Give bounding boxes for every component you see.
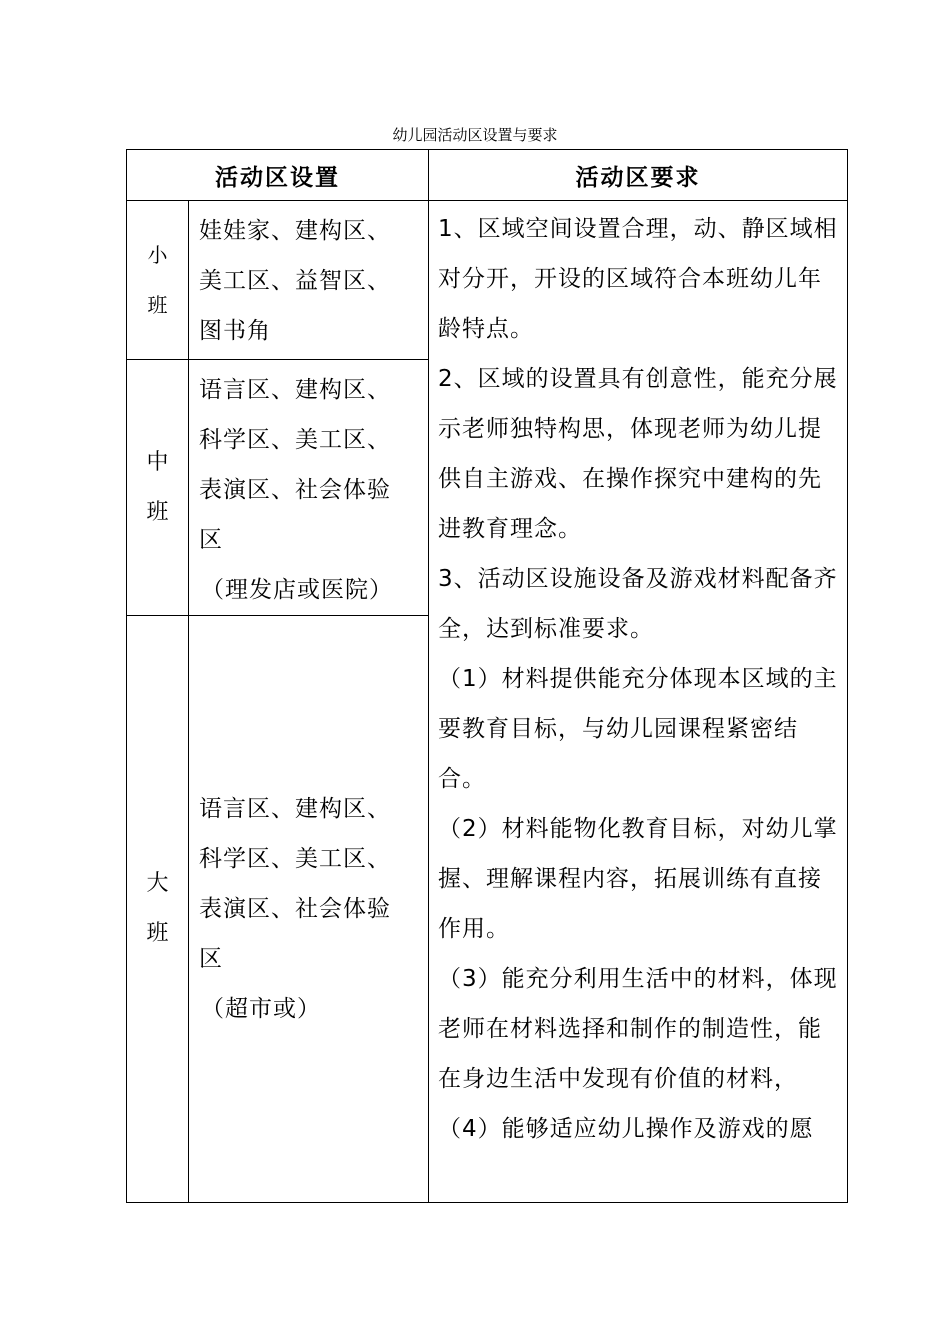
area-line: 娃娃家、建构区、 — [199, 218, 391, 244]
table-row — [127, 201, 848, 360]
table-header-row — [127, 150, 848, 201]
requirement-item: （2）材料能物化教育目标，对幼儿掌握、理解课程内容，拓展训练有直接作用。 — [438, 816, 838, 942]
requirement-item: 1、区域空间设置合理，动、静区域相对分开，开设的区域符合本班幼儿年龄特点。 — [438, 216, 838, 342]
class-name-char: 班 — [146, 499, 169, 525]
class-name-large — [127, 616, 189, 1203]
class-name-char: 班 — [147, 293, 168, 317]
areas-small — [189, 201, 429, 360]
areas-middle — [189, 360, 429, 616]
requirement-item: 2、区域的设置具有创意性，能充分展示老师独特构思，体现老师为幼儿提供自主游戏、在操作探究中建构的先进教育理念。 — [438, 366, 838, 542]
area-note: （理发店或医院） — [201, 577, 393, 603]
area-line: 语言区、建构区、 — [199, 377, 391, 403]
requirement-item: 3、活动区设施设备及游戏材料配备齐全，达到标准要求。 — [438, 566, 838, 642]
class-name-small — [127, 201, 189, 360]
area-line: 图书角 — [199, 318, 271, 344]
area-line: 科学区、美工区、 — [199, 427, 391, 453]
class-name-char: 大 — [146, 871, 169, 896]
class-name-char: 小 — [147, 243, 168, 267]
class-name-middle — [127, 360, 189, 616]
area-line: 科学区、美工区、 — [199, 846, 391, 872]
areas-large — [189, 616, 429, 1203]
requirement-item: （1）材料提供能充分体现本区域的主要教育目标，与幼儿园课程紧密结合。 — [438, 666, 838, 792]
header-requirement: 活动区要求 — [429, 150, 848, 201]
area-line: 美工区、益智区、 — [199, 268, 391, 294]
area-line: 语言区、建构区、 — [199, 796, 391, 822]
area-line: 表演区、社会体验 — [199, 477, 391, 503]
area-note: （超市或） — [201, 996, 321, 1022]
requirement-item: （4）能够适应幼儿操作及游戏的愿 — [438, 1116, 814, 1142]
class-name-char: 班 — [146, 921, 169, 946]
activity-area-table — [126, 149, 848, 1203]
area-line: 区 — [199, 527, 223, 553]
area-line: 区 — [199, 946, 223, 972]
requirements-cell — [429, 201, 848, 1203]
class-name-char: 中 — [146, 449, 169, 475]
area-line: 表演区、社会体验 — [199, 896, 391, 922]
header-setting: 活动区设置 — [127, 150, 429, 201]
requirement-item: （3）能充分利用生活中的材料，体现老师在材料选择和制作的制造性，能在身边生活中发现有价值的材料， — [438, 966, 838, 1092]
document-title: 幼儿园活动区设置与要求 — [392, 126, 558, 144]
